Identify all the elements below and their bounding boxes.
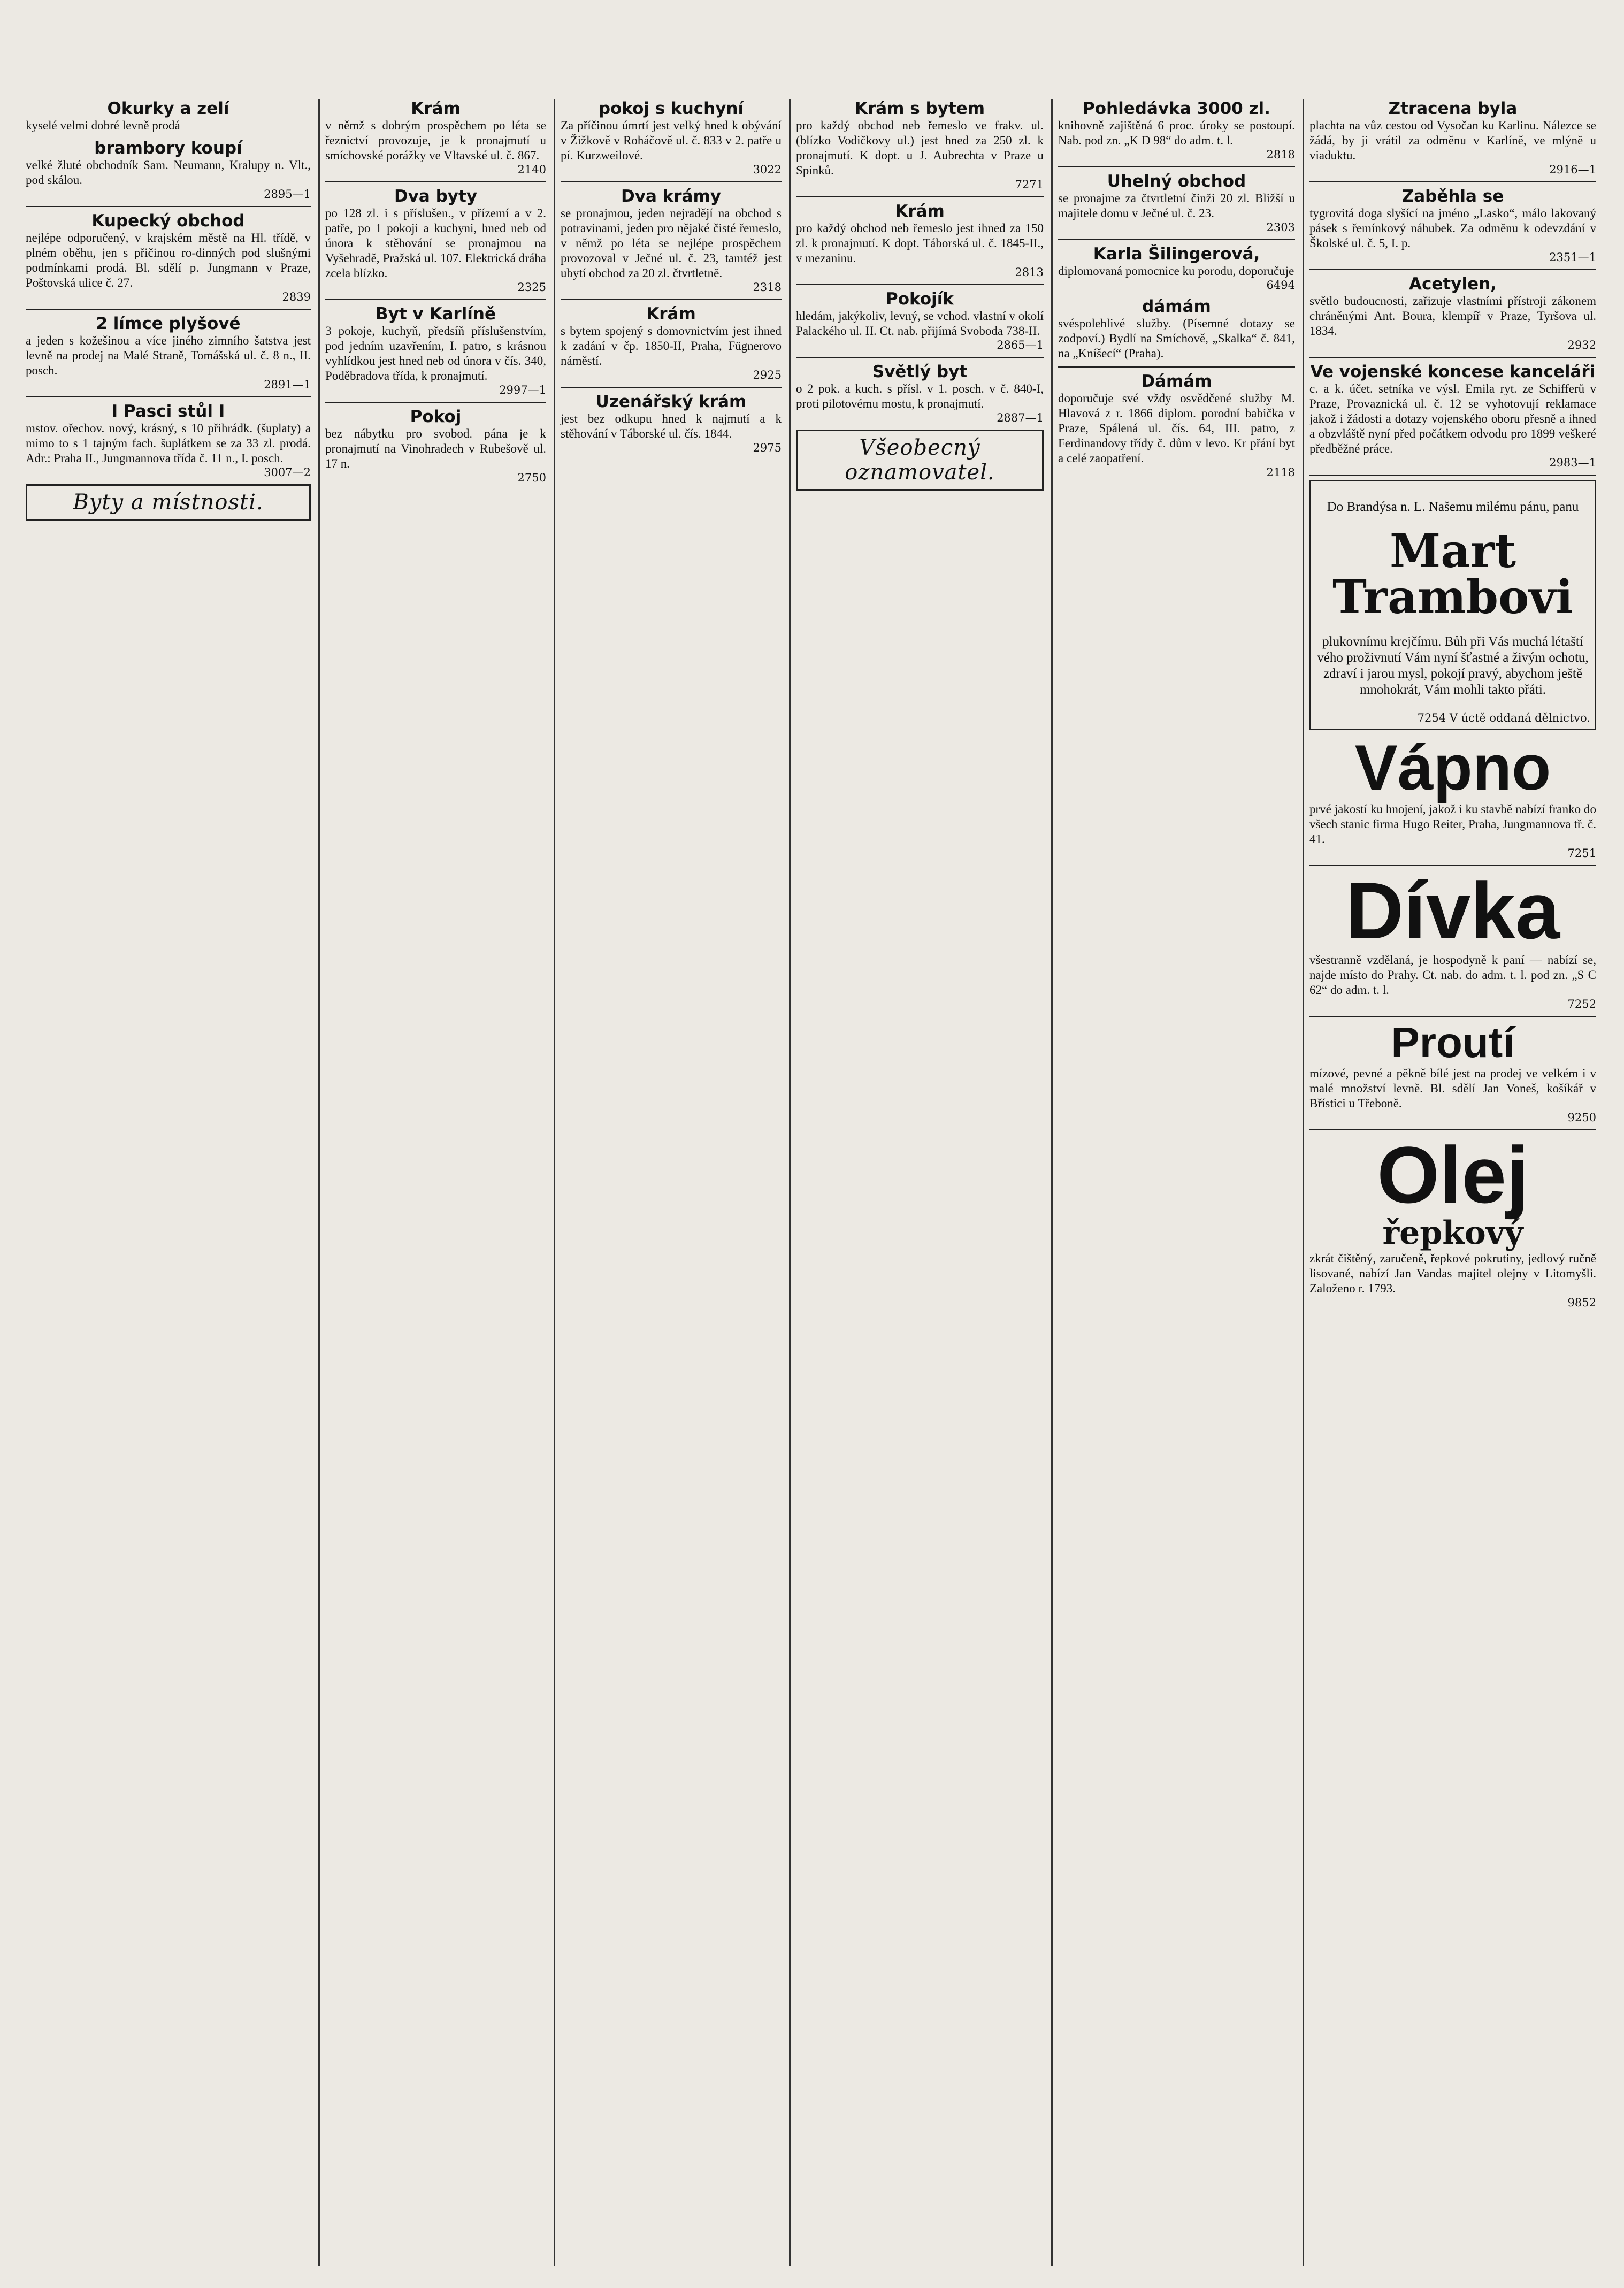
prouti-ad [1309,1021,1596,1124]
classified-ad [796,289,1044,351]
divider [796,284,1044,285]
ad-heading: Ztracena byla [1388,99,1518,118]
ad-body: a jeden s kožešinou a více jiného zimního šatstva jest levně na prodej na Malé Straně, Tomášská ul. č. 8 n., II. posch. [26,334,311,377]
ad-number: 2818 [1266,148,1295,161]
divider [796,196,1044,197]
classified-ad [325,304,546,396]
ad-number: 9852 [1567,1296,1596,1309]
vapno-ad [1309,732,1596,860]
ad-body: s bytem spojený s domovnictvím jest ihned k zadání v čp. 1850-II, Praha, Fügnerovo náměstí. [561,324,782,368]
ad-body: svéspolehlivé služby. (Písemné dotazy se zodpoví.) Bydlí na Smíchově, „Skalka“ č. 841, na „Kníšecí“ (Praha). [1058,317,1295,360]
ad-heading: Pokojík [886,289,954,309]
classified-ad [796,362,1044,424]
ad-number: 7271 [1015,178,1044,191]
olej-ad [1309,1130,1596,1309]
divider [1309,269,1596,270]
ad-number: 2865—1 [997,339,1044,351]
classified-ad [561,304,782,381]
classified-ad [325,187,546,294]
classified-ad [325,407,546,484]
ad-heading: Dva krámy [621,187,721,206]
greeting-ad [1309,480,1596,730]
ad-body: se pronajme za čtvrtletní činži 20 zl. Bližší u majitele domu v Ječné ul. č. 23. [1058,192,1295,220]
ad-number: 2887—1 [997,411,1044,424]
ad-body: kyselé velmi dobré levně prodá [26,119,180,132]
ad-heading: Uzenářský krám [595,392,747,411]
vapno-title: Vápno [1354,732,1551,804]
ad-heading: dámám [1142,297,1211,316]
ad-body: se pronajmou, jeden nejradějí na obchod s potravinami, jeden pro nějaké čisté řemeslo, v němž po léta se nejlépe prospěchem provozoval v Ječné ul. č. 23, tamtéž jest ubytí obchod za 20 zl. čtvrtletně. [561,206,782,280]
classified-ad [26,99,311,133]
ad-heading: Okurky a zelí [107,99,229,118]
ad-heading: brambory koupí [94,139,242,158]
ad-heading: Krám [895,202,945,221]
ad-number: 2997—1 [499,384,546,396]
classified-ad [325,99,546,176]
section-title-2: Všeobecný oznamovatel. [796,430,1044,491]
ad-body: po 128 zl. i s příslušen., v přízemí a v 2. patře, po 1 pokoji a kuchyni, hned neb od února k stěhování se pronajmou na Vyšehradě, Pražská ul. 107. Elektrická dráha zcela blízko. [325,206,546,280]
classified-ad [1309,187,1596,264]
greeting-name: Mart Trambovi [1332,524,1573,624]
ad-number: 2318 [753,281,782,294]
divider [26,206,311,207]
divider [1309,475,1596,476]
classified-ad [1058,297,1295,361]
divider [325,402,546,403]
divider [1309,357,1596,358]
ad-heading: Světlý byt [872,362,968,381]
ad-heading: Acetylen, [1409,274,1497,294]
ad-number: 7252 [1567,998,1596,1011]
ad-number: 2839 [282,290,311,303]
prouti-body: mízové, pevné a pěkně bílé jest na prodej ve velkém i v malé množství levně. Bl. sdělí Jan Voneš, košíkář v Břístici u Třeboně. [1309,1067,1596,1110]
classified-ad [1058,372,1295,479]
divider [1309,1016,1596,1017]
classified-ad [1309,274,1596,351]
ad-number: 3022 [753,163,782,176]
ad-body: pro každý obchod neb řemeslo jest ihned za 150 zl. k pronajmutí. K dopt. Táborská ul. č. 1845-II., v mezaninu. [796,221,1044,265]
classified-ad [1058,244,1295,292]
ad-heading: Krám [411,99,461,118]
prouti-title: Proutí [1391,1019,1515,1066]
greeting-body: plukovnímu krejčímu. Bůh při Vás muchá létaští vého proživnutí Vám nyní šťastné a živým ochotu, zdraví i jarou mysl, pokojí pravý, abychom ještě mnohokrát, Vám mohli takto přáti. [1317,634,1589,697]
classified-ad [1309,362,1596,469]
divider [26,396,311,397]
divider [1058,239,1295,240]
classified-ad [1058,99,1295,161]
ad-body: hledám, jakýkoliv, levný, se vchod. vlastní v okolí Palackého ul. II. Ct. nab. přijímá Svoboda 738-II. [796,309,1044,338]
ad-number: 2983—1 [1549,456,1596,469]
classified-ad [561,187,782,294]
ad-body: pro každý obchod neb řemeslo ve frakv. ul. (blízko Vodičkovy ul.) jest hned za 250 zl. k pronajmutí. K dopt. u J. Aubrechta v Praze u Spinků. [796,119,1044,177]
ad-heading: I Pasci stůl I [111,402,225,421]
ad-body: doporučuje své vždy osvědčené služby M. Hlavová z r. 1866 diplom. porodní babička v Praze, Spálená ul. čís. 64, III. patro, z Ferdinandovy třídy č. dům v levo. Kr přání byt a celé zaopatření. [1058,392,1295,465]
ad-heading: Ve vojenské koncese kanceláři [1310,362,1596,381]
divider [561,387,782,388]
olej-body: zkrát čištěný, zaručeně, řepkové pokrutiny, jedlový ručně lisované, nabízí Jan Vandas majitel olejny v Litomyšli. Založeno r. 1793. [1309,1252,1596,1295]
classified-ad [561,392,782,454]
ad-heading: 2 límce plyšové [96,314,241,333]
ad-body: nejlépe odporučený, v krajském městě na Hl. třídě, v plném oběhu, jen s přičinou ro-dinných pod slušnými podmínkami prodá. Bl. sdělí p. Jungmann v Praze, Poštovská ulice č. 27. [26,231,311,289]
divider [1058,366,1295,368]
ad-body: tygrovitá doga slyšící na jméno „Lasko“, málo lakovaný pásek s řemínkový náhubek. Za odměnu k odevzdání v Školské ul. č. 5, I. p. [1309,206,1596,250]
classified-ad [796,202,1044,279]
ad-number: 2813 [1015,266,1044,279]
divider [26,309,311,310]
ad-body: v němž s dobrým prospěchem po léta se řeznictví provozuje, je k pronajmutí u smíchovské porážky ve Vltavské ul. č. 867. [325,119,546,162]
ad-body: velké žluté obchodník Sam. Neumann, Kralupy n. Vlt., pod skálou. [26,158,311,187]
classified-ad [1309,99,1596,176]
ad-body: knihovně zajištěná 6 proc. úroky se postoupí. Nab. pod zn. „K D 98“ do adm. t. l. [1058,119,1295,147]
divider [561,181,782,182]
ad-number: 2975 [753,441,782,454]
divka-body: všestranně vzdělaná, je hospodyně k paní — nabízí se, najde místo do Prahy. Ct. nab. do adm. t. l. pod zn. „S C 62“ do adm. t. l. [1309,953,1596,997]
ad-heading: Uhelný obchod [1107,172,1246,191]
column-4 [791,99,1053,2266]
divider [796,357,1044,358]
ad-heading: Zaběhla se [1401,187,1504,206]
classified-ad [26,402,311,479]
ad-body: plachta na vůz cestou od Vysočan ku Karlinu. Nálezce se žádá, by ji vrátil za odměnu v Karlíně, ve mlýně u viaduktu. [1309,119,1596,162]
divider [561,299,782,300]
vapno-body: prvé jakostí ku hnojení, jakož i ku stavbě nabízí franko do všech stanic firma Hugo Reiter, Praha, Jungmannova tř. č. 41. [1309,802,1596,846]
ad-body: světlo budoucnosti, zařizuje vlastními přístroji zákonem chráněnými Ant. Boura, klempíř v Praze, Tyršova ul. 1834. [1309,294,1596,338]
column-2 [320,99,555,2266]
olej-title: Olej [1377,1130,1529,1220]
ad-number: 2351—1 [1549,251,1596,264]
ad-body: mstov. ořechov. nový, krásný, s 10 přihrádk. (šuplaty) a mimo to s 1 tajným fach. šuplátkem se za 33 zl. prodá. Adr.: Praha II., Jungmannova třída č. 11 n., I. posch. [26,422,311,465]
ad-number: 2140 [517,163,546,176]
ad-heading: Krám s bytem [854,99,985,118]
ad-heading: Karla Šilingerová, [1093,244,1260,264]
ad-number: 9250 [1567,1111,1596,1124]
ad-number: 3007—2 [264,466,311,479]
classified-ad [26,139,311,201]
ad-heading: pokoj s kuchyní [598,99,744,118]
column-3 [555,99,791,2266]
ad-number: 2750 [517,471,546,484]
newspaper-page [20,99,1604,2271]
divider [325,299,546,300]
classified-ad [26,211,311,303]
ad-heading: Pohledávka 3000 zl. [1083,99,1270,118]
divka-ad [1309,866,1596,1011]
column-1 [20,99,320,2266]
ad-body: jest bez odkupu hned k najmutí a k stěhování v Táborské ul. čís. 1844. [561,412,782,440]
divider [1309,181,1596,182]
ad-heading: Byt v Karlíně [375,304,496,324]
ad-number: 2925 [753,369,782,381]
ad-number: 6494 [1266,279,1295,292]
divider [325,181,546,182]
ad-number: 2118 [1266,466,1295,479]
olej-subtitle: řepkový [1382,1214,1523,1252]
ad-number: 2303 [1266,221,1295,234]
ad-body: 3 pokoje, kuchyň, předsíň příslušenstvím, pod jedním uzavřením, I. patro, s krásnou vyhlídkou jest hned neb od února v čís. 340, Poděbradova třída, k pronajmutí. [325,324,546,382]
greeting-intro: Do Brandýsa n. L. Našemu milému pánu, panu [1327,500,1579,514]
classified-ad [1058,172,1295,234]
ad-number: 2916—1 [1549,163,1596,176]
ad-heading: Dámám [1141,372,1212,391]
section-title: Byty a místnosti. [26,484,311,521]
ad-heading: Krám [646,304,696,324]
ad-number: 2891—1 [264,378,311,391]
divka-title: Dívka [1345,866,1560,955]
divider [1058,166,1295,167]
ad-number: 2325 [517,281,546,294]
ad-body: o 2 pok. a kuch. s přísl. v 1. posch. v č. 840-I, proti pilotovému mostu, k pronajmutí. [796,382,1044,410]
greeting-signature: 7254 V úctě oddaná dělnictvo. [1417,711,1590,724]
ad-number: 2932 [1567,339,1596,351]
ad-body: bez nábytku pro svobod. pána je k pronajmutí na Vinohradech v Rubešově ul. 17 n. [325,427,546,470]
ad-body: diplomovaná pomocnice ku porodu, doporučuje [1058,264,1294,278]
classified-ad [561,99,782,176]
ad-body: Za příčinou úmrtí jest velký hned k obývání v Žižkově v Roháčově ul. č. 833 v 2. patře u pí. Kurzweilové. [561,119,782,162]
ad-body: c. a k. účet. setníka ve výsl. Emila ryt. ze Schifferů v Praze, Provaznická ul. č. 12 se vyhotovují reklamace jakož i žádosti a dotazy vojenského oboru přesně a ihned a obzvláště nyní před počátkem odvodu pro 1899 veškeré předběžné práce. [1309,382,1596,455]
column-6 [1304,99,1604,2266]
ad-heading: Kupecký obchod [91,211,245,231]
ad-heading: Pokoj [410,407,462,426]
classified-ad [26,314,311,391]
ad-number: 2895—1 [264,188,311,201]
ad-number: 7251 [1567,847,1596,860]
ad-heading: Dva byty [394,187,478,206]
column-5 [1053,99,1304,2266]
classified-ad [796,99,1044,191]
